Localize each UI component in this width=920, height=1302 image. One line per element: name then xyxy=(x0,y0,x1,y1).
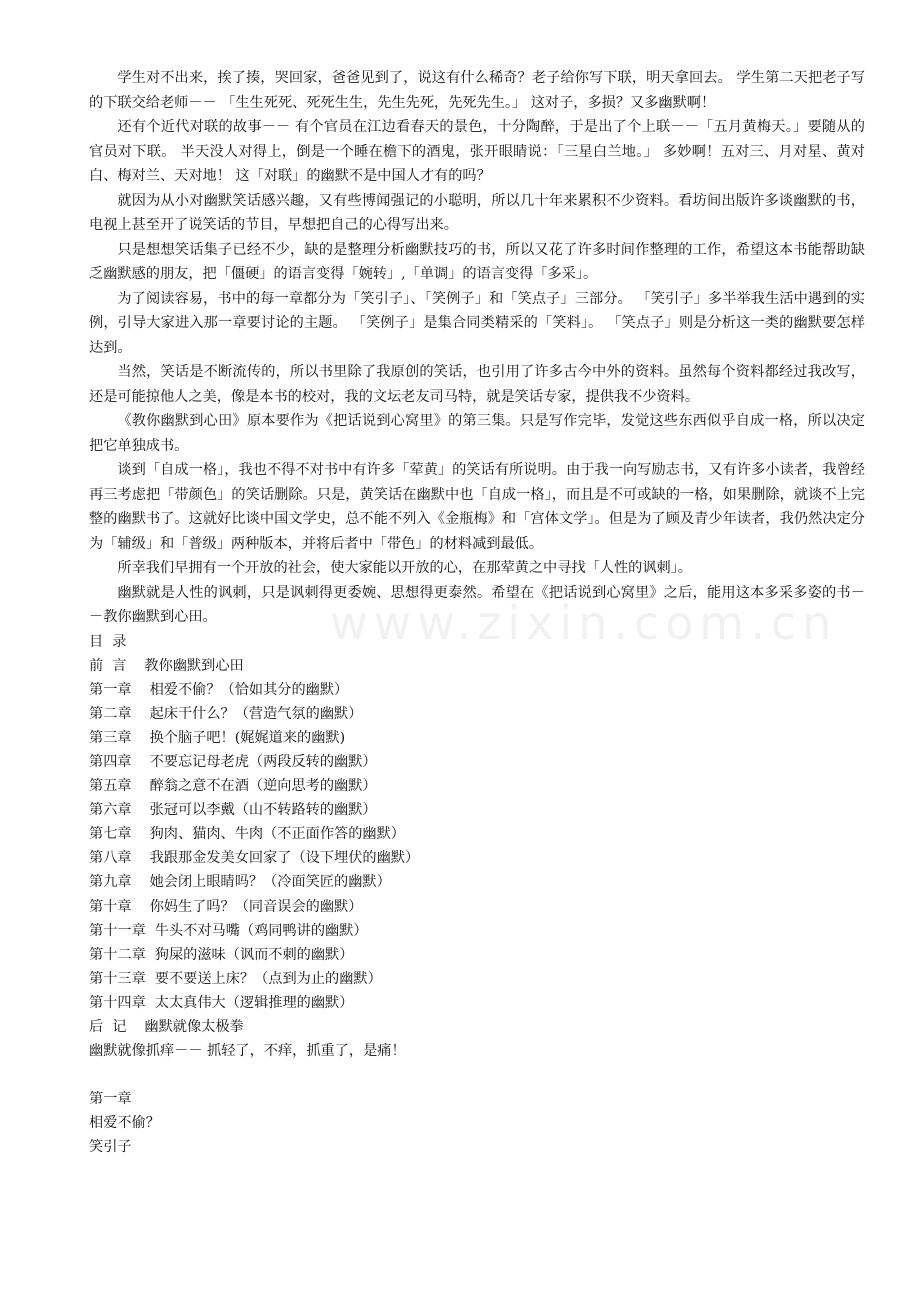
paragraph: 就因为从小对幽默笑话感兴趣，又有些博闻强记的小聪明，所以几十年来累积不少资料。看坊间出版许多谈幽默的书，电视上甚至开了说笑话的节目，早想把自己的心得写出来。 xyxy=(89,192,865,233)
chapter-start xyxy=(89,1087,865,1159)
paragraph: 只是想想笑话集子已经不少，缺的是整理分析幽默技巧的书，所以又花了许多时间作整理的工作，希望这本书能帮助缺乏幽默感的朋友，把「僵硬」的语言变得「婉转」,「单调」的语言变得「多采」。 xyxy=(89,241,865,282)
preface-body xyxy=(89,66,865,630)
epigraph: 幽默就像抓痒－－ 抓轻了，不痒，抓重了，是痛！ xyxy=(89,1043,406,1060)
paragraph: 还有个近代对联的故事－－ 有个官员在江边看春天的景色，十分陶醉，于是出了个上联－－「五月黄梅天。」要随从的官员对下联。 半天没人对得上，倒是一个睡在檐下的酒鬼，张开眼睛说：「三星白兰地。」 多妙啊！五对三、月对星、黄对白、梅对兰、天对地！ 这「对联」的幽默不是中国人才有的吗？ xyxy=(89,119,865,184)
watermark: www.zixin.com.cn xyxy=(330,596,838,650)
table-of-contents xyxy=(89,630,865,1064)
toc-entry-preface: 前 言 教你幽默到心田 xyxy=(89,657,244,674)
toc-entry-chapter-5: 第五章 醉翁之意不在酒（逆向思考的幽默） xyxy=(89,778,377,795)
chapter-number: 第一章 xyxy=(89,1091,132,1108)
chapter-title: 相爱不偷？ xyxy=(89,1115,160,1132)
toc-entry-chapter-7: 第七章 狗肉、猫肉、牛肉（不正面作答的幽默） xyxy=(89,826,405,843)
toc-entry-chapter-4: 第四章 不要忘记母老虎（两段反转的幽默） xyxy=(89,753,377,770)
toc-entry-chapter-3: 第三章 换个脑子吧！(娓娓道来的幽默) xyxy=(89,729,346,746)
toc-entry-chapter-14: 第十四章 太太真伟大（逻辑推理的幽默） xyxy=(89,994,354,1011)
toc-entry-chapter-13: 第十三章 要不要送上床？（点到为止的幽默） xyxy=(89,970,382,987)
paragraph: 为了阅读容易，书中的每一章都分为「笑引子」、「笑例子」和「笑点子」三部分。 「笑引子」多半举我生活中遇到的实例，引导大家进入那一章要讨论的主题。 「笑例子」是集合同类精采的「笑料」。 「笑点子」则是分析这一类的幽默要怎样达到。 xyxy=(89,290,865,356)
paragraph: 《教你幽默到心田》原本要作为《把话说到心窝里》的第三集。只是写作完毕，发觉这些东西似乎自成一格，所以决定把它单独成书。 xyxy=(89,413,865,454)
toc-entry-chapter-12: 第十二章 狗屎的滋味（讽而不刺的幽默） xyxy=(89,946,354,963)
paragraph: 幽默就是人性的讽刺，只是讽刺得更委婉、思想得更泰然。希望在《把话说到心窝里》之后，能用这本多采多姿的书－－教你幽默到心田。 xyxy=(89,584,865,625)
toc-entry-chapter-2: 第二章 起床干什么？（营造气氛的幽默） xyxy=(89,705,363,722)
paragraph: 所幸我们早拥有一个开放的社会，使大家能以开放的心，在那荤黄之中寻找「人性的讽刺」。 xyxy=(117,560,692,576)
toc-entry-chapter-8: 第八章 我跟那金发美女回家了（设下埋伏的幽默） xyxy=(89,850,420,867)
toc-entry-afterword: 后 记 幽默就像太极拳 xyxy=(89,1019,244,1035)
paragraph: 当然，笑话是不断流传的，所以书里除了我原创的笑话，也引用了许多古今中外的资料。虽然每个资料都经过我改写，还是可能掠他人之美，像是本书的校对，我的文坛老友司马特，就是笑话专家，提供我不少资料。 xyxy=(89,364,865,405)
toc-entry-chapter-10: 第十章 你妈生了吗？（同音误会的幽默） xyxy=(89,898,363,915)
toc-heading: 目 录 xyxy=(89,633,127,650)
paragraph: 学生对不出来，挨了揍，哭回家，爸爸见到了，说这有什么稀奇？老子给你写下联，明天拿回去。 学生第二天把老子写的下联交给老师－－ 「生生死死、死死生生，先生先死，先死先生。」 这对子，多损？又多幽默啊！ xyxy=(89,70,865,111)
toc-entry-chapter-1: 第一章 相爱不偷？（恰如其分的幽默） xyxy=(89,681,349,698)
section-heading: 笑引子 xyxy=(89,1139,132,1156)
blank-line xyxy=(89,1063,865,1087)
toc-entry-chapter-9: 第九章 她会闭上眼睛吗？（冷面笑匠的幽默） xyxy=(89,874,391,891)
toc-entry-chapter-6: 第六章 张冠可以李戴（山不转路转的幽默） xyxy=(89,802,377,819)
toc-entry-chapter-11: 第十一章 牛头不对马嘴（鸡同鸭讲的幽默） xyxy=(89,922,368,939)
paragraph: 谈到「自成一格」，我也不得不对书中有许多「荤黄」的笑话有所说明。由于我一向写励志书，又有许多小读者，我曾经再三考虑把「带颜色」的笑话删除。只是，黄笑话在幽默中也「自成一格」，而且是不可或缺的一格，如果删除，就谈不上完整的幽默书了。这就好比谈中国文学史，总不能不列入《金瓶梅》和「宫体文学」。但是为了顾及青少年读者，我仍然决定分为「辅级」和「普级」两种版本，并将后者中「带色」的材料减到最低。 xyxy=(89,462,865,552)
